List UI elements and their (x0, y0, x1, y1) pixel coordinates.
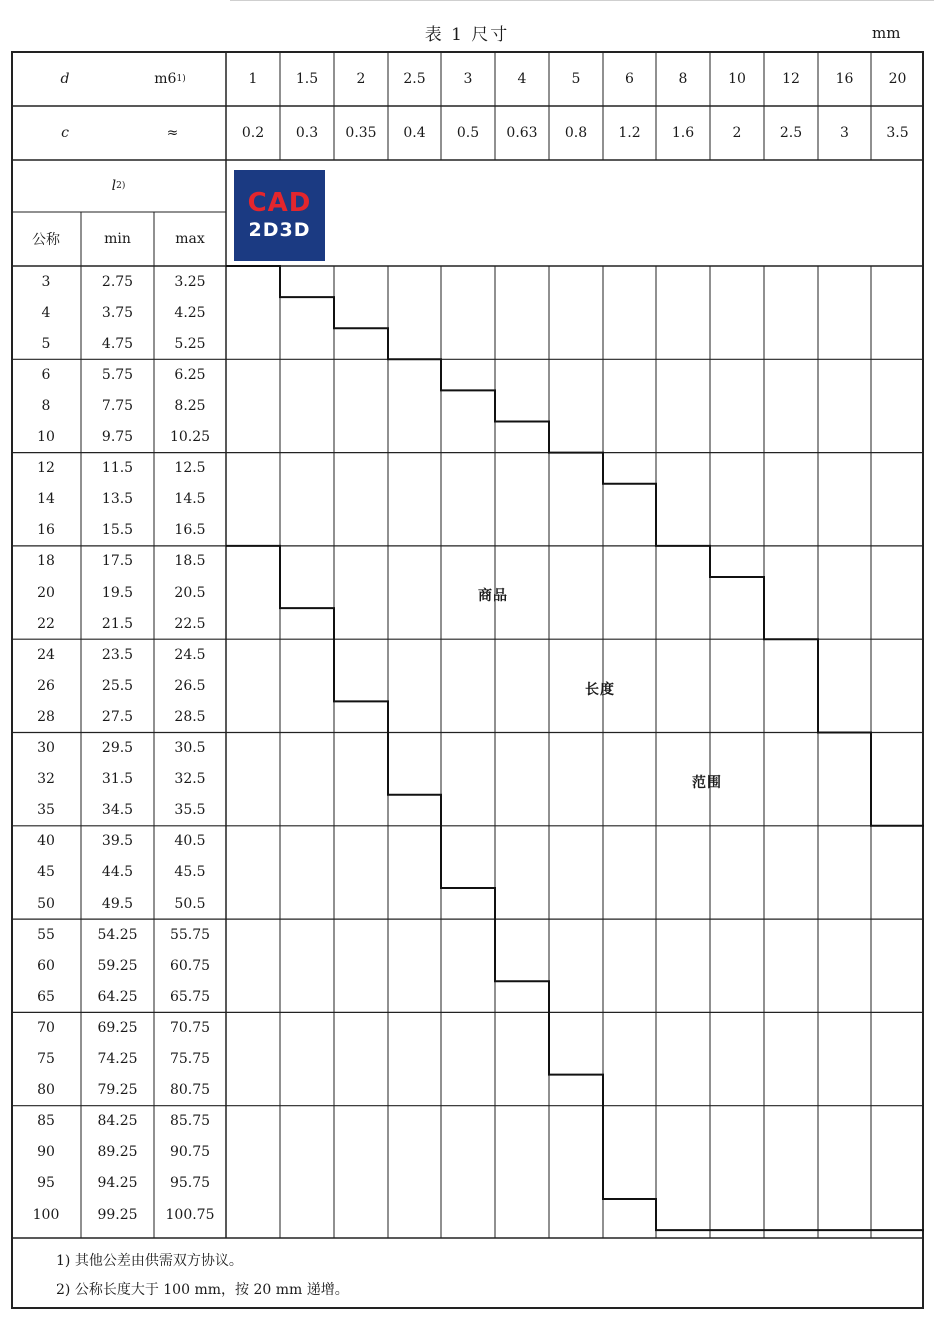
length-nominal: 4 (41, 304, 51, 321)
d-value: 2 (356, 70, 366, 87)
length-min: 64.25 (97, 988, 138, 1005)
length-max: 24.5 (174, 646, 206, 663)
length-nominal: 24 (37, 646, 55, 663)
length-max: 6.25 (174, 366, 206, 383)
length-max: 60.75 (169, 957, 211, 974)
footnote-ref-2: 2) (116, 181, 126, 191)
unit-label: mm (872, 24, 901, 42)
d-value: 2.5 (403, 70, 426, 87)
d-value: 16 (835, 70, 854, 87)
length-max: 80.75 (169, 1082, 211, 1099)
length-nominal: 12 (37, 460, 55, 477)
length-max: 8.25 (174, 397, 206, 414)
range-label-1: 商品 (478, 588, 508, 604)
length-max: 10.25 (169, 429, 211, 446)
c-value: 2.5 (779, 125, 803, 141)
length-min: 4.75 (101, 335, 134, 352)
length-min: 31.5 (101, 771, 134, 788)
length-min: 11.5 (101, 460, 134, 477)
length-nominal: 35 (37, 802, 55, 819)
length-min: 21.5 (101, 615, 134, 632)
length-min: 39.5 (101, 833, 134, 850)
d-value: 1 (248, 70, 258, 87)
logo-line-2: 2D3D (248, 219, 311, 241)
length-min: 29.5 (101, 740, 134, 757)
d-value: 6 (625, 70, 634, 87)
length-nominal: 3 (41, 273, 51, 290)
d-value: 4 (517, 70, 527, 87)
d-value: 12 (782, 70, 800, 87)
length-max: 22.5 (174, 615, 206, 632)
length-nominal: 60 (37, 957, 55, 974)
length-nominal: 20 (37, 584, 55, 601)
length-min: 54.25 (97, 926, 138, 943)
length-nominal: 95 (37, 1175, 55, 1192)
length-max: 55.75 (169, 926, 211, 943)
c-value: 3 (840, 125, 849, 141)
length-min: 79.25 (97, 1082, 138, 1099)
length-nominal: 65 (37, 988, 55, 1005)
length-max: 4.25 (174, 304, 206, 321)
length-nominal: 85 (37, 1113, 55, 1130)
d-value: 3 (463, 70, 473, 87)
length-nominal: 18 (37, 553, 55, 570)
d-symbol: d (60, 70, 70, 87)
length-max: 35.5 (174, 802, 206, 819)
l-header (11, 160, 226, 212)
footnote-1: 1) 其他公差由供需双方协议。 (56, 1253, 243, 1269)
length-nominal: 16 (37, 522, 55, 539)
length-nominal: 6 (41, 366, 51, 383)
c-approx-sign: ≈ (166, 125, 179, 141)
length-max: 70.75 (169, 1019, 211, 1036)
length-max: 95.75 (169, 1175, 211, 1192)
length-max: 26.5 (174, 677, 206, 694)
length-max: 30.5 (174, 740, 206, 757)
length-min: 19.5 (101, 584, 134, 601)
length-max: 20.5 (174, 584, 206, 601)
c-value: 0.35 (345, 125, 377, 141)
length-min: 9.75 (101, 429, 134, 446)
length-max: 12.5 (174, 460, 206, 477)
length-nominal: 22 (37, 615, 55, 632)
length-nominal: 28 (37, 708, 55, 725)
length-max: 40.5 (174, 833, 206, 850)
length-nominal: 5 (41, 335, 51, 352)
length-min: 7.75 (101, 397, 134, 414)
cad-2d3d-logo (234, 170, 325, 261)
length-min: 17.5 (101, 553, 134, 570)
length-nominal: 90 (37, 1144, 55, 1161)
c-value: 0.2 (241, 125, 265, 141)
c-value: 0.4 (403, 125, 426, 141)
length-min: 13.5 (101, 491, 134, 508)
length-nominal: 26 (37, 677, 55, 694)
range-label-2: 长度 (585, 682, 615, 698)
length-max: 32.5 (174, 771, 206, 788)
d-value: 8 (678, 70, 688, 87)
length-nominal: 75 (37, 1051, 55, 1068)
length-max: 28.5 (174, 708, 206, 725)
length-max: 3.25 (174, 273, 206, 290)
length-nominal: 80 (37, 1082, 55, 1099)
c-value: 2 (732, 125, 742, 141)
length-max: 16.5 (174, 522, 206, 539)
length-max: 5.25 (174, 335, 206, 352)
length-max: 75.75 (169, 1051, 211, 1068)
length-max: 18.5 (174, 553, 206, 570)
d-tolerance (140, 51, 200, 106)
length-min: 15.5 (101, 522, 134, 539)
logo-line-1: CAD (247, 188, 312, 218)
c-symbol: c (61, 125, 69, 141)
length-min: 44.5 (101, 864, 134, 881)
length-max: 85.75 (169, 1113, 211, 1130)
length-min: 5.75 (101, 366, 134, 383)
length-nominal: 40 (37, 833, 55, 850)
length-nominal: 8 (41, 397, 51, 414)
length-min: 59.25 (97, 957, 138, 974)
d-tolerance-text: m6 (154, 70, 177, 87)
c-value: 1.6 (671, 125, 695, 141)
length-nominal: 45 (37, 864, 55, 881)
length-min: 49.5 (101, 895, 134, 912)
d-value: 5 (571, 70, 581, 87)
d-value: 1.5 (295, 70, 319, 87)
length-nominal: 50 (37, 895, 55, 912)
length-min: 3.75 (101, 304, 134, 321)
length-min: 34.5 (101, 802, 134, 819)
length-nominal: 32 (37, 771, 55, 788)
length-nominal: 10 (37, 429, 55, 446)
length-min: 25.5 (101, 677, 134, 694)
table-caption: 表 1 尺寸 (424, 25, 510, 45)
length-nominal: 70 (37, 1019, 55, 1036)
col-nominal-header: 公称 (32, 232, 60, 248)
length-min: 89.25 (97, 1144, 138, 1161)
length-max: 45.5 (174, 864, 206, 881)
d-value: 20 (888, 70, 907, 87)
length-min: 74.25 (97, 1051, 138, 1068)
c-value: 3.5 (886, 125, 909, 141)
length-max: 14.5 (174, 491, 206, 508)
length-max: 90.75 (169, 1144, 211, 1161)
top-rule (230, 0, 934, 1)
c-value: 0.3 (295, 125, 319, 141)
length-nominal: 100 (32, 1206, 60, 1223)
footnote-ref-1: 1) (176, 73, 186, 84)
length-min: 2.75 (101, 273, 134, 290)
range-label-3: 范围 (692, 775, 722, 791)
c-value: 1.2 (618, 125, 641, 141)
length-max: 100.75 (165, 1206, 215, 1223)
c-value: 0.63 (506, 125, 538, 141)
col-min-header: min (104, 231, 131, 247)
c-value: 0.5 (456, 125, 480, 141)
length-nominal: 14 (37, 491, 55, 508)
length-min: 84.25 (97, 1113, 138, 1130)
footnote-2: 2) 公称长度大于 100 mm，按 20 mm 递增。 (56, 1282, 349, 1298)
length-min: 69.25 (97, 1019, 138, 1036)
length-max: 65.75 (169, 988, 211, 1005)
length-min: 99.25 (97, 1206, 138, 1223)
length-min: 94.25 (97, 1175, 138, 1192)
d-value: 10 (728, 70, 746, 87)
length-nominal: 30 (37, 740, 55, 757)
length-min: 23.5 (101, 646, 134, 663)
c-value: 0.8 (564, 125, 588, 141)
l-symbol: l (111, 178, 117, 194)
length-max: 50.5 (174, 895, 206, 912)
length-min: 27.5 (101, 708, 134, 725)
col-max-header: max (175, 231, 205, 247)
length-nominal: 55 (37, 926, 55, 943)
